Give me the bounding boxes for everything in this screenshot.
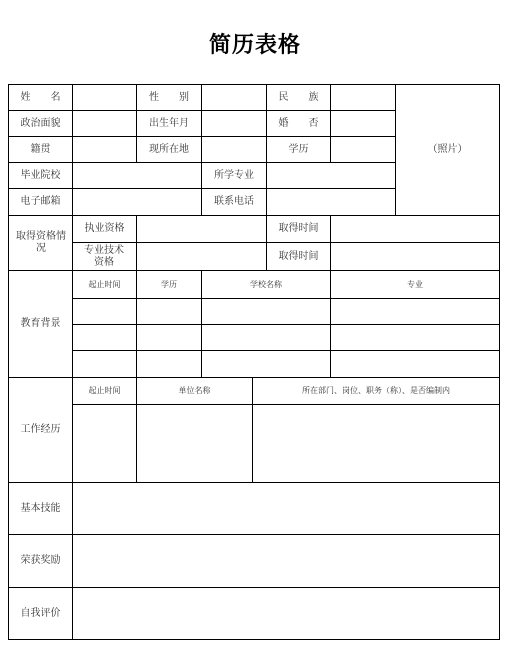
- gender-label: 性 别: [149, 91, 189, 103]
- name-label: 姓 名: [20, 91, 61, 103]
- self-evaluation-label: 自我评价: [20, 607, 61, 619]
- native-place-label: 籍贯: [30, 143, 51, 155]
- education-col-school: 学校名称: [250, 279, 282, 289]
- basic-skills-label: 基本技能: [20, 502, 61, 514]
- current-residence-label: 现所在地: [149, 143, 189, 155]
- phone-label: 联系电话: [214, 196, 254, 207]
- col-line: [72, 84, 73, 640]
- birth-date-label: 出生年月: [149, 117, 189, 129]
- education-col-major: 专业: [407, 279, 423, 289]
- education-level-label: 学历: [288, 143, 309, 155]
- political-status-label: 政治面貌: [20, 117, 61, 129]
- education-col-period: 起止时间: [88, 279, 121, 289]
- table-border-right: [499, 84, 500, 640]
- awards-label: 荣获奖励: [20, 555, 61, 566]
- education-section-label: 教育背景: [20, 318, 61, 329]
- col-line: [330, 215, 331, 270]
- education-col-degree: 学历: [161, 279, 177, 289]
- graduated-school-label: 毕业院校: [20, 169, 61, 181]
- technical-obtained-time-label: 取得时间: [278, 250, 319, 262]
- qualification-section-label: 取得资格情况: [16, 231, 66, 254]
- practice-qualification-label: 执业资格: [84, 223, 125, 234]
- col-line: [266, 162, 267, 215]
- col-line: [201, 84, 202, 162]
- photo-placeholder: （照片）: [427, 144, 468, 155]
- major-label: 所学专业: [214, 169, 254, 181]
- practice-obtained-time-label: 取得时间: [278, 223, 319, 234]
- row-line: [8, 534, 500, 535]
- work-col-employer: 单位名称: [178, 386, 211, 395]
- col-line: [136, 215, 137, 270]
- row-line: [8, 482, 500, 483]
- email-label: 电子邮箱: [20, 196, 61, 207]
- work-col-position: 所在部门、岗位、职务（称）、是否编制内: [302, 386, 450, 395]
- row-line: [8, 587, 500, 588]
- marital-status-label: 婚 否: [278, 117, 319, 129]
- work-col-period: 起止时间: [88, 386, 121, 395]
- col-line: [330, 84, 331, 162]
- page-title: 简历表格: [208, 33, 301, 58]
- ethnicity-label: 民 族: [278, 91, 319, 103]
- technical-qualification-label: 专业技术资格: [84, 244, 124, 268]
- table-border-bottom: [8, 639, 500, 640]
- work-section-label: 工作经历: [20, 424, 61, 435]
